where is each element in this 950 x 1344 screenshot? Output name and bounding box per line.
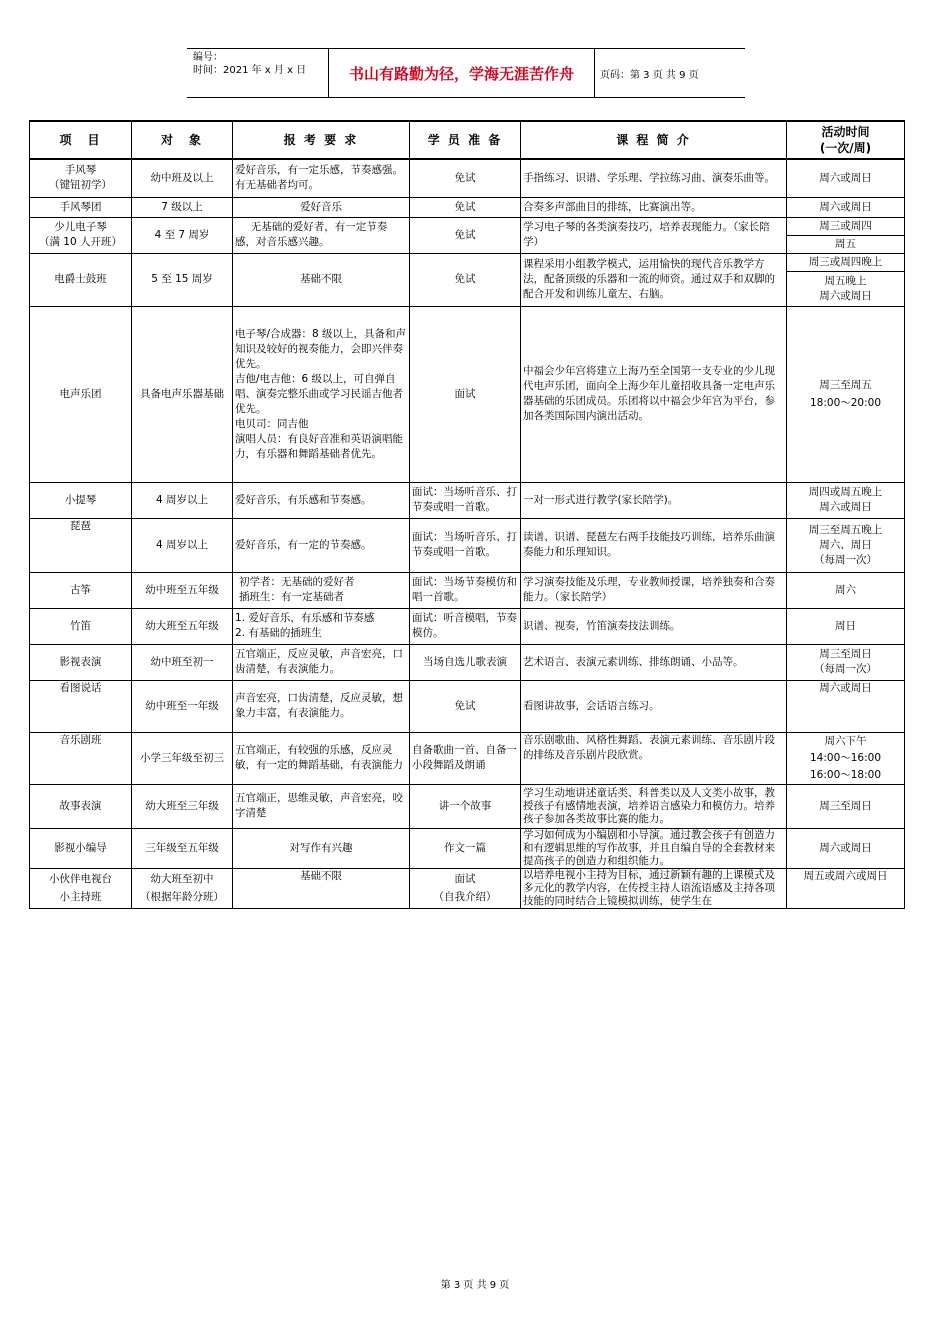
cell-target: 具备电声乐器基础 (132, 306, 233, 482)
cell-requirement: 爱好音乐，有一定的节奏感。 (233, 518, 410, 572)
cell-preparation: 免试 (410, 253, 521, 306)
table-row (30, 482, 905, 518)
col-requirement: 报 考 要 求 (233, 121, 410, 159)
motto: 书山有路勤为径，学海无涯苦作舟 (329, 49, 595, 97)
table-row (30, 608, 905, 644)
cell-requirement: 基础不限 (233, 253, 410, 306)
col-target: 对 象 (132, 121, 233, 159)
col-item: 项 目 (30, 121, 132, 159)
cell-preparation: 当场自选儿歌表演 (410, 644, 521, 680)
cell-target: 幼大班至三年级 (132, 784, 233, 828)
time-label: 时间：2021 年 x 月 x 日 (193, 65, 307, 76)
cell-requirement: 爱好音乐，有乐感和节奏感。 (233, 482, 410, 518)
cell-item: 音乐剧班 (30, 732, 132, 784)
cell-time: 周六或周日 (787, 159, 905, 197)
cell-preparation: 面试：当场听音乐、打节奏或唱一首歌。 (410, 482, 521, 518)
cell-target: 幼中班至五年级 (132, 572, 233, 608)
cell-item: 故事表演 (30, 784, 132, 828)
cell-target: 幼大班至初中 （根据年龄分班） (132, 868, 233, 908)
cell-requirement: 五官端正，有较强的乐感，反应灵敏，有一定的舞蹈基础，有表演能力 (233, 732, 410, 784)
cell-preparation: 面试：当场听音乐、打节奏或唱一首歌。 (410, 518, 521, 572)
cell-requirement: 1. 爱好音乐，有乐感和节奏感 2. 有基础的插班生 (233, 608, 410, 644)
cell-time: 周三至周五晚上 周六、周日 （每周一次） (787, 518, 905, 572)
table-row (30, 732, 905, 784)
cell-item: 小提琴 (30, 482, 132, 518)
cell-item: 少儿电子琴 （满 10 人开班） (30, 217, 132, 253)
table-row (30, 868, 905, 908)
cell-item: 影视表演 (30, 644, 132, 680)
cell-intro: 音乐剧歌曲、风格性舞蹈、表演元素训练、音乐剧片段的排练及音乐剧片段欣赏。 (521, 732, 787, 784)
cell-requirement: 初学者：无基础的爱好者 插班生：有一定基础者 (233, 572, 410, 608)
page-info: 页码：第 3 页 共 9 页 (600, 69, 699, 81)
cell-requirement: 电子琴/合成器：8 级以上，具备和声知识及较好的视奏能力，会即兴伴奏优先。 吉他/电吉他：6 级以上，可自弹自唱、演奏完整乐曲或学习民谣吉他者优先。 电贝司：同吉他 演唱人员：有良好音准和英语演唱能力，有乐器和舞蹈基础者优先。 (233, 306, 410, 482)
cell-time: 周六或周日 (787, 680, 905, 732)
cell-target: 小学三年级至初三 (132, 732, 233, 784)
cell-item: 影视小编导 (30, 828, 132, 868)
table-row (30, 784, 905, 828)
cell-preparation: 自备歌曲一首、自备一小段舞蹈及朗诵 (410, 732, 521, 784)
table-row (30, 680, 905, 732)
cell-target: 三年级至五年级 (132, 828, 233, 868)
cell-preparation: 免试 (410, 217, 521, 253)
cell-item: 古筝 (30, 572, 132, 608)
number-label: 编号： (193, 52, 223, 63)
table-row (30, 828, 905, 868)
cell-requirement: 无基础的爱好者，有一定节奏感，对音乐感兴趣。 (233, 217, 410, 253)
cell-intro: 中福会少年宫将建立上海乃至全国第一支专业的少儿现代电声乐团，面向全上海少年儿童招收具备一定电声乐器基础的乐团成员。乐团将以中福会少年宫为平台，参加各类国际国内演出活动。 (521, 306, 787, 482)
cell-preparation: 免试 (410, 680, 521, 732)
col-preparation: 学 员 准 备 (410, 121, 521, 159)
cell-intro: 一对一形式进行教学(家长陪学)。 (521, 482, 787, 518)
table-row (30, 644, 905, 680)
cell-intro: 看图讲故事，会话语言练习。 (521, 680, 787, 732)
cell-time: 周三至周五 18:00～20:00 (787, 306, 905, 482)
cell-time-secondary: 周五晚上 周六或周日 (787, 271, 905, 306)
cell-target: 4 至 7 周岁 (132, 217, 233, 253)
cell-intro: 以培养电视小主持为目标，通过新颖有趣的上课模式及多元化的教学内容，在传授主持人语流语感及主持各项技能的同时结合上镜模拟训练，使学生在 (521, 868, 787, 908)
cell-time: 周五或周六或周日 (787, 868, 905, 908)
cell-requirement: 五官端正，反应灵敏，声音宏亮，口齿清楚，有表演能力。 (233, 644, 410, 680)
cell-target: 5 至 15 周岁 (132, 253, 233, 306)
cell-requirement: 声音宏亮，口齿清楚，反应灵敏，想象力丰富，有表演能力。 (233, 680, 410, 732)
cell-preparation: 讲一个故事 (410, 784, 521, 828)
col-time: 活动时间 (一次/周) (787, 121, 905, 159)
cell-intro: 读谱、识谱、琵琶左右两手技能技巧训练，培养乐曲演奏能力和乐理知识。 (521, 518, 787, 572)
cell-time-secondary: 周五 (787, 235, 905, 253)
document-header (187, 48, 745, 98)
cell-requirement: 五官端正，思维灵敏，声音宏亮，咬字清楚 (233, 784, 410, 828)
cell-target: 幼中班至一年级 (132, 680, 233, 732)
cell-item: 电爵士鼓班 (30, 253, 132, 306)
cell-item: 小伙伴电视台 小主持班 (30, 868, 132, 908)
cell-target: 4 周岁以上 (132, 482, 233, 518)
cell-target: 幼中班至初一 (132, 644, 233, 680)
cell-target: 幼大班至五年级 (132, 608, 233, 644)
cell-time: 周六 (787, 572, 905, 608)
table-row (30, 306, 905, 482)
cell-item: 琵琶 (30, 518, 132, 572)
cell-preparation: 面试 (410, 306, 521, 482)
cell-time: 周三或周四晚上 (787, 253, 905, 271)
cell-requirement: 爱好音乐，有一定乐感，节奏感强。有无基础者均可。 (233, 159, 410, 197)
cell-time: 周三至周日 (787, 784, 905, 828)
table-header-row (30, 121, 905, 159)
table-row (30, 217, 905, 235)
course-table (29, 120, 905, 909)
cell-intro: 艺术语言、表演元素训练、排练朗诵、小品等。 (521, 644, 787, 680)
cell-item: 电声乐团 (30, 306, 132, 482)
cell-item: 手风琴团 (30, 197, 132, 217)
cell-intro: 学习演奏技能及乐理，专业教师授课，培养独奏和合奏能力。（家长陪学） (521, 572, 787, 608)
table-row (30, 159, 905, 197)
cell-preparation: 免试 (410, 197, 521, 217)
col-intro: 课 程 简 介 (521, 121, 787, 159)
cell-time: 周四或周五晚上 周六或周日 (787, 482, 905, 518)
cell-time: 周三至周日 （每周一次） (787, 644, 905, 680)
cell-time: 周六下午 14:00～16:00 16:00～18:00 (787, 732, 905, 784)
cell-target: 4 周岁以上 (132, 518, 233, 572)
cell-intro: 课程采用小组教学模式，运用愉快的现代音乐教学方法，配备顶级的乐器和一流的师资。通过双手和双脚的配合开发和训练儿童左、右脑。 (521, 253, 787, 306)
cell-intro: 学习生动地讲述童话类、科普类以及人文类小故事，教授孩子有感情地表演，培养语言感染力和模仿力。培养孩子参加各类故事比赛的能力。 (521, 784, 787, 828)
cell-intro: 学习如何成为小编剧和小导演。通过教会孩子有创造力和有逻辑思维的写作故事，并且自编自导的全套教材来提高孩子的创造力和组织能力。 (521, 828, 787, 868)
table-row (30, 518, 905, 572)
table-row (30, 197, 905, 217)
cell-time: 周三或周四 (787, 217, 905, 235)
cell-item: 看图说话 (30, 680, 132, 732)
cell-requirement: 基础不限 (233, 868, 410, 908)
cell-requirement: 爱好音乐 (233, 197, 410, 217)
cell-preparation: 面试：听音模唱，节奏模仿。 (410, 608, 521, 644)
cell-item: 手风琴 （键钮初学） (30, 159, 132, 197)
cell-target: 幼中班及以上 (132, 159, 233, 197)
cell-time: 周日 (787, 608, 905, 644)
cell-preparation: 面试：当场节奏模仿和唱一首歌。 (410, 572, 521, 608)
cell-requirement: 对写作有兴趣 (233, 828, 410, 868)
table-row (30, 572, 905, 608)
cell-time: 周六或周日 (787, 828, 905, 868)
cell-preparation: 作文一篇 (410, 828, 521, 868)
cell-intro: 识谱、视奏，竹笛演奏技法训练。 (521, 608, 787, 644)
table-row (30, 253, 905, 271)
cell-intro: 合奏多声部曲目的排练，比赛演出等。 (521, 197, 787, 217)
header-meta (187, 49, 329, 97)
cell-preparation: 面试 （自我介绍） (410, 868, 521, 908)
cell-time: 周六或周日 (787, 197, 905, 217)
cell-item: 竹笛 (30, 608, 132, 644)
cell-target: 7 级以上 (132, 197, 233, 217)
cell-preparation: 免试 (410, 159, 521, 197)
cell-intro: 学习电子琴的各类演奏技巧，培养表现能力。（家长陪学） (521, 217, 787, 253)
page-footer: 第 3 页 共 9 页 (440, 1280, 510, 1291)
cell-intro: 手指练习、识谱、学乐理、学拉练习曲、演奏乐曲等。 (521, 159, 787, 197)
